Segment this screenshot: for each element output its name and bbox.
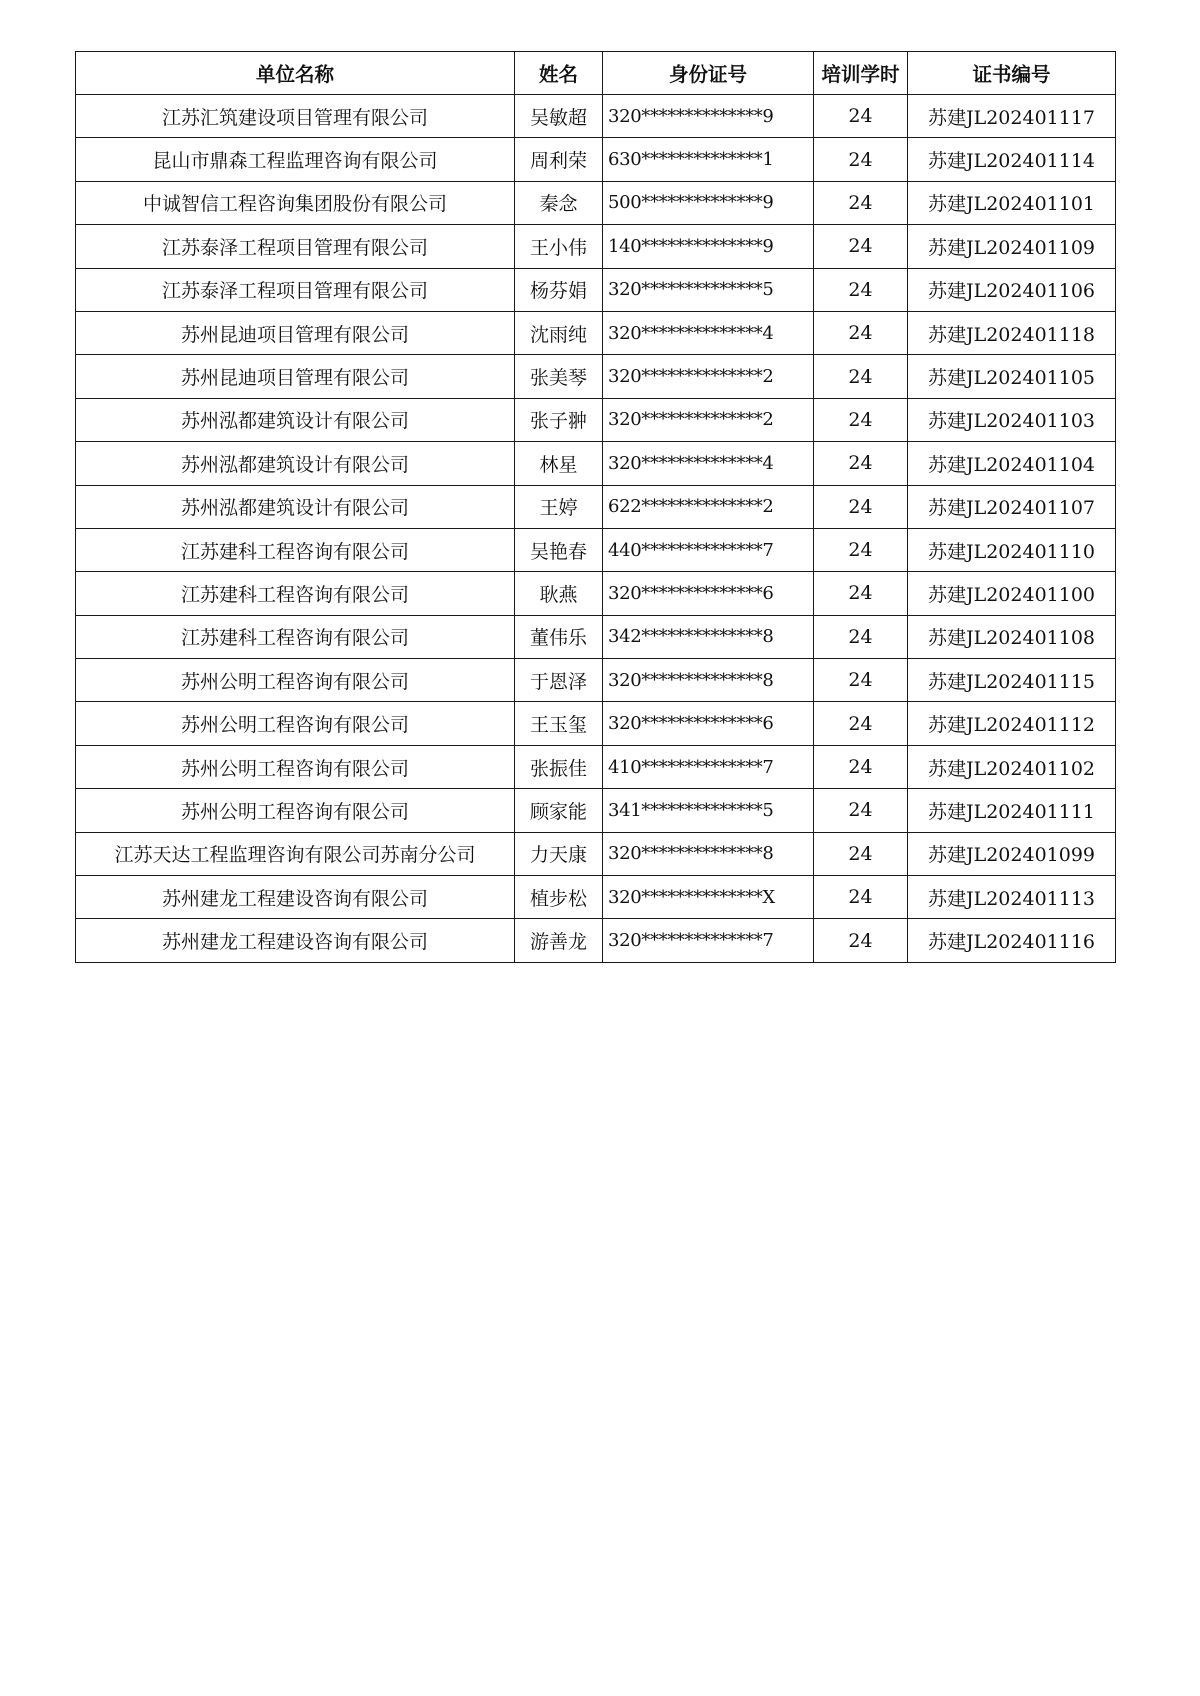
table-row (76, 355, 1116, 398)
cell-unit: 江苏汇筑建设项目管理有限公司 (76, 95, 515, 138)
table-row (76, 919, 1116, 962)
cell-name: 耿燕 (515, 572, 603, 615)
cell-certificate-number: 苏建JL202401104 (908, 442, 1116, 485)
cell-name: 董伟乐 (515, 615, 603, 658)
cell-id-number: 320**************7 (603, 919, 814, 962)
cell-certificate-number: 苏建JL202401099 (908, 832, 1116, 875)
cell-id-number: 440**************7 (603, 528, 814, 571)
cell-training-hours: 24 (814, 876, 908, 919)
cell-id-number: 320**************8 (603, 832, 814, 875)
cell-id-number: 320**************6 (603, 572, 814, 615)
cell-unit: 中诚智信工程咨询集团股份有限公司 (76, 181, 515, 224)
cell-unit: 江苏建科工程咨询有限公司 (76, 528, 515, 571)
cell-training-hours: 24 (814, 745, 908, 788)
table-row (76, 398, 1116, 441)
cell-id-number: 320**************2 (603, 355, 814, 398)
cell-training-hours: 24 (814, 138, 908, 181)
cell-name: 顾家能 (515, 789, 603, 832)
training-certificate-table (75, 51, 1116, 963)
cell-unit: 苏州昆迪项目管理有限公司 (76, 355, 515, 398)
cell-unit: 江苏建科工程咨询有限公司 (76, 572, 515, 615)
cell-certificate-number: 苏建JL202401111 (908, 789, 1116, 832)
cell-id-number: 140**************9 (603, 225, 814, 268)
table-row (76, 789, 1116, 832)
cell-id-number: 500**************9 (603, 181, 814, 224)
cell-name: 王玉玺 (515, 702, 603, 745)
table-row (76, 745, 1116, 788)
cell-unit: 苏州泓都建筑设计有限公司 (76, 442, 515, 485)
cell-training-hours: 24 (814, 268, 908, 311)
cell-training-hours: 24 (814, 398, 908, 441)
cell-id-number: 320**************4 (603, 311, 814, 354)
cell-training-hours: 24 (814, 181, 908, 224)
cell-certificate-number: 苏建JL202401103 (908, 398, 1116, 441)
cell-certificate-number: 苏建JL202401118 (908, 311, 1116, 354)
cell-unit: 江苏泰泽工程项目管理有限公司 (76, 268, 515, 311)
cell-certificate-number: 苏建JL202401112 (908, 702, 1116, 745)
cell-id-number: 320**************9 (603, 95, 814, 138)
cell-id-number: 320**************8 (603, 659, 814, 702)
table-header-row (76, 52, 1116, 95)
header-name: 姓名 (515, 52, 603, 95)
cell-certificate-number: 苏建JL202401107 (908, 485, 1116, 528)
cell-unit: 苏州公明工程咨询有限公司 (76, 789, 515, 832)
cell-name: 力天康 (515, 832, 603, 875)
header-training-hours: 培训学时 (814, 52, 908, 95)
cell-certificate-number: 苏建JL202401110 (908, 528, 1116, 571)
cell-certificate-number: 苏建JL202401115 (908, 659, 1116, 702)
cell-training-hours: 24 (814, 659, 908, 702)
cell-training-hours: 24 (814, 615, 908, 658)
cell-training-hours: 24 (814, 442, 908, 485)
cell-unit: 苏州公明工程咨询有限公司 (76, 702, 515, 745)
cell-certificate-number: 苏建JL202401105 (908, 355, 1116, 398)
cell-certificate-number: 苏建JL202401113 (908, 876, 1116, 919)
cell-certificate-number: 苏建JL202401101 (908, 181, 1116, 224)
cell-id-number: 622**************2 (603, 485, 814, 528)
cell-unit: 苏州泓都建筑设计有限公司 (76, 485, 515, 528)
header-unit: 单位名称 (76, 52, 515, 95)
cell-training-hours: 24 (814, 702, 908, 745)
cell-unit: 苏州泓都建筑设计有限公司 (76, 398, 515, 441)
table-row (76, 528, 1116, 571)
cell-training-hours: 24 (814, 528, 908, 571)
cell-name: 植步松 (515, 876, 603, 919)
cell-training-hours: 24 (814, 225, 908, 268)
table-row (76, 702, 1116, 745)
cell-unit: 苏州公明工程咨询有限公司 (76, 659, 515, 702)
cell-id-number: 320**************5 (603, 268, 814, 311)
cell-training-hours: 24 (814, 355, 908, 398)
cell-training-hours: 24 (814, 572, 908, 615)
cell-training-hours: 24 (814, 832, 908, 875)
cell-training-hours: 24 (814, 789, 908, 832)
cell-training-hours: 24 (814, 311, 908, 354)
table-row (76, 832, 1116, 875)
cell-certificate-number: 苏建JL202401109 (908, 225, 1116, 268)
cell-id-number: 320**************X (603, 876, 814, 919)
cell-certificate-number: 苏建JL202401117 (908, 95, 1116, 138)
table-row (76, 572, 1116, 615)
table-row (76, 485, 1116, 528)
table-row (76, 138, 1116, 181)
table-body (76, 95, 1116, 963)
header-id-number: 身份证号 (603, 52, 814, 95)
cell-training-hours: 24 (814, 485, 908, 528)
cell-id-number: 630**************1 (603, 138, 814, 181)
cell-unit: 苏州建龙工程建设咨询有限公司 (76, 876, 515, 919)
table-row (76, 225, 1116, 268)
cell-training-hours: 24 (814, 95, 908, 138)
cell-name: 张子翀 (515, 398, 603, 441)
table-row (76, 95, 1116, 138)
table-row (76, 181, 1116, 224)
cell-name: 吴敏超 (515, 95, 603, 138)
cell-name: 游善龙 (515, 919, 603, 962)
table-row (76, 442, 1116, 485)
cell-name: 张美琴 (515, 355, 603, 398)
cell-certificate-number: 苏建JL202401100 (908, 572, 1116, 615)
cell-name: 王小伟 (515, 225, 603, 268)
cell-unit: 苏州公明工程咨询有限公司 (76, 745, 515, 788)
table-row (76, 268, 1116, 311)
cell-name: 杨芬娟 (515, 268, 603, 311)
table-row (76, 876, 1116, 919)
cell-id-number: 320**************6 (603, 702, 814, 745)
header-certificate-number: 证书编号 (908, 52, 1116, 95)
cell-name: 张振佳 (515, 745, 603, 788)
cell-unit: 江苏建科工程咨询有限公司 (76, 615, 515, 658)
cell-name: 林星 (515, 442, 603, 485)
cell-name: 周利荣 (515, 138, 603, 181)
cell-certificate-number: 苏建JL202401108 (908, 615, 1116, 658)
cell-unit: 苏州建龙工程建设咨询有限公司 (76, 919, 515, 962)
cell-certificate-number: 苏建JL202401116 (908, 919, 1116, 962)
table-row (76, 615, 1116, 658)
cell-unit: 昆山市鼎森工程监理咨询有限公司 (76, 138, 515, 181)
cell-id-number: 342**************8 (603, 615, 814, 658)
cell-name: 秦念 (515, 181, 603, 224)
cell-certificate-number: 苏建JL202401102 (908, 745, 1116, 788)
cell-certificate-number: 苏建JL202401114 (908, 138, 1116, 181)
cell-id-number: 341**************5 (603, 789, 814, 832)
table-row (76, 659, 1116, 702)
cell-unit: 苏州昆迪项目管理有限公司 (76, 311, 515, 354)
cell-id-number: 320**************4 (603, 442, 814, 485)
cell-id-number: 410**************7 (603, 745, 814, 788)
cell-certificate-number: 苏建JL202401106 (908, 268, 1116, 311)
cell-name: 于恩泽 (515, 659, 603, 702)
table-row (76, 311, 1116, 354)
cell-name: 沈雨纯 (515, 311, 603, 354)
cell-unit: 江苏天达工程监理咨询有限公司苏南分公司 (76, 832, 515, 875)
cell-training-hours: 24 (814, 919, 908, 962)
cell-name: 吴艳春 (515, 528, 603, 571)
cell-name: 王婷 (515, 485, 603, 528)
cell-unit: 江苏泰泽工程项目管理有限公司 (76, 225, 515, 268)
cell-id-number: 320**************2 (603, 398, 814, 441)
